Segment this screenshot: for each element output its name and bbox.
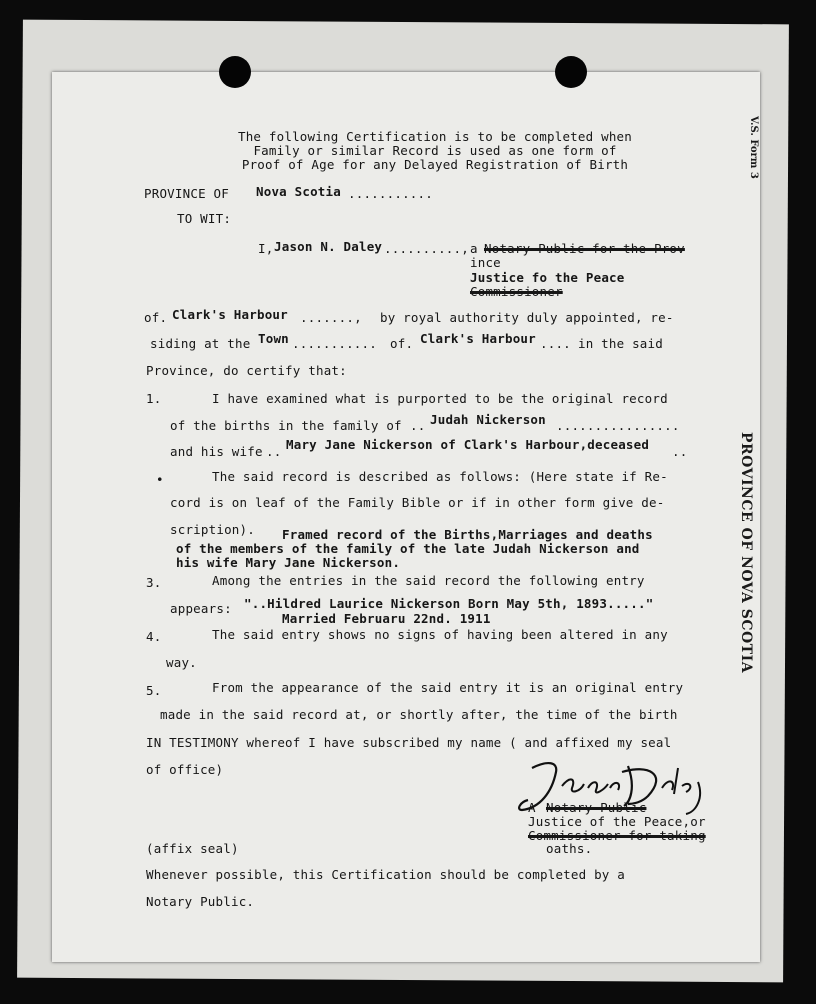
of-place: Clark's Harbour bbox=[172, 307, 288, 322]
of-label: of. bbox=[144, 310, 168, 325]
header-line-2: Family or similar Record is used as one form of bbox=[253, 143, 617, 158]
item1-father: Judah Nickerson bbox=[430, 412, 546, 427]
item1-mother: Mary Jane Nickerson of Clark's Harbour,deceased bbox=[286, 437, 650, 452]
residing-dots-2: .... bbox=[540, 336, 571, 351]
residing-of: of. bbox=[390, 336, 414, 351]
item2-desc-1: Framed record of the Births,Marriages and deaths bbox=[282, 527, 653, 542]
residing-text: siding at the bbox=[150, 336, 251, 351]
footer-line-2: Notary Public. bbox=[146, 894, 255, 909]
province-certify: Province, do certify that: bbox=[146, 363, 347, 378]
province-dots: ........... bbox=[348, 186, 433, 201]
role-struck: Notary Public for the Prov bbox=[484, 241, 685, 256]
residing-tail: in the said bbox=[578, 336, 663, 351]
item2-line2: cord is on leaf of the Family Bible or if in other form give de- bbox=[170, 495, 665, 510]
item1-dots: .. bbox=[410, 418, 426, 433]
header-line-3: Proof of Age for any Delayed Registration of Birth bbox=[241, 157, 629, 172]
residing-dots: ........... bbox=[292, 336, 377, 351]
item2-bullet: • bbox=[156, 472, 164, 487]
punch-hole-left bbox=[219, 56, 251, 88]
item1-line3: and his wife bbox=[170, 444, 263, 459]
header-line-1: The following Certification is to be completed when bbox=[237, 129, 632, 144]
item2-line1: The said record is described as follows: (Here state if Re- bbox=[212, 469, 668, 484]
item1-line2: of the births in the family of bbox=[170, 418, 402, 433]
side-title: PROVINCE OF NOVA SCOTIA bbox=[738, 432, 754, 674]
affix-seal: (affix seal) bbox=[146, 841, 239, 856]
appointed-text: by royal authority duly appointed, re- bbox=[380, 310, 674, 325]
to-wit: TO WIT: bbox=[177, 211, 232, 226]
item3-entry-2: Married Februaru 22nd. 1911 bbox=[282, 611, 491, 626]
item3-number: 3. bbox=[146, 575, 162, 590]
signer-role-line-4: oaths. bbox=[546, 841, 593, 856]
signer-role-a: A bbox=[528, 800, 536, 815]
role-struck-2: Commissioner bbox=[470, 284, 563, 299]
item3-line1: Among the entries in the said record the following entry bbox=[212, 573, 645, 588]
role-prefix: a bbox=[470, 241, 478, 256]
footer-line-1: Whenever possible, this Certification should be completed by a bbox=[146, 867, 625, 882]
declarant-name: Jason N. Daley bbox=[274, 239, 383, 254]
residing-place-1: Town bbox=[258, 331, 289, 346]
item1-dots-2: ................ bbox=[556, 418, 680, 433]
form-number-label: V.S. Form 3 bbox=[748, 116, 759, 179]
item1-dots-4: .. bbox=[672, 444, 688, 459]
signer-role-struck-1: Notary Public bbox=[546, 800, 647, 815]
item5-line2: made in the said record at, or shortly after, the time of the birth bbox=[160, 707, 678, 722]
declarant-prefix: I, bbox=[258, 241, 274, 256]
residing-place-2: Clark's Harbour bbox=[420, 331, 536, 346]
item3-line2: appears: bbox=[170, 601, 232, 616]
item1-line1: I have examined what is purported to be the original record bbox=[212, 391, 668, 406]
testimony-line-2: of office) bbox=[146, 762, 224, 777]
signer-role-struck-2: Commissioner for taking bbox=[528, 828, 706, 843]
of-dots: ......., bbox=[300, 310, 362, 325]
punch-hole-right bbox=[555, 56, 587, 88]
item2-desc-3: his wife Mary Jane Nickerson. bbox=[176, 555, 401, 570]
province-label: PROVINCE OF bbox=[144, 186, 229, 201]
item1-dots-3: .. bbox=[266, 444, 282, 459]
item4-number: 4. bbox=[146, 629, 162, 644]
declarant-dots: .........., bbox=[384, 241, 469, 256]
item5-line1: From the appearance of the said entry it is an original entry bbox=[212, 680, 684, 695]
signer-role-line-2: Justice of the Peace,or bbox=[528, 814, 706, 829]
item4-line1: The said entry shows no signs of having been altered in any bbox=[212, 627, 668, 642]
item2-desc-2: of the members of the family of the late Judah Nickerson and bbox=[176, 541, 640, 556]
item1-number: 1. bbox=[146, 391, 162, 406]
item5-number: 5. bbox=[146, 683, 162, 698]
province-value: Nova Scotia bbox=[256, 184, 341, 199]
item2-line3: scription). bbox=[170, 522, 255, 537]
item3-entry: "..Hildred Laurice Nickerson Born May 5th, 1893....." bbox=[244, 596, 654, 611]
role-continued: ince bbox=[470, 255, 501, 270]
item4-line2: way. bbox=[166, 655, 197, 670]
role-typed: Justice fo the Peace bbox=[470, 270, 625, 285]
testimony-line-1: IN TESTIMONY whereof I have subscribed my name ( and affixed my seal bbox=[146, 735, 672, 750]
